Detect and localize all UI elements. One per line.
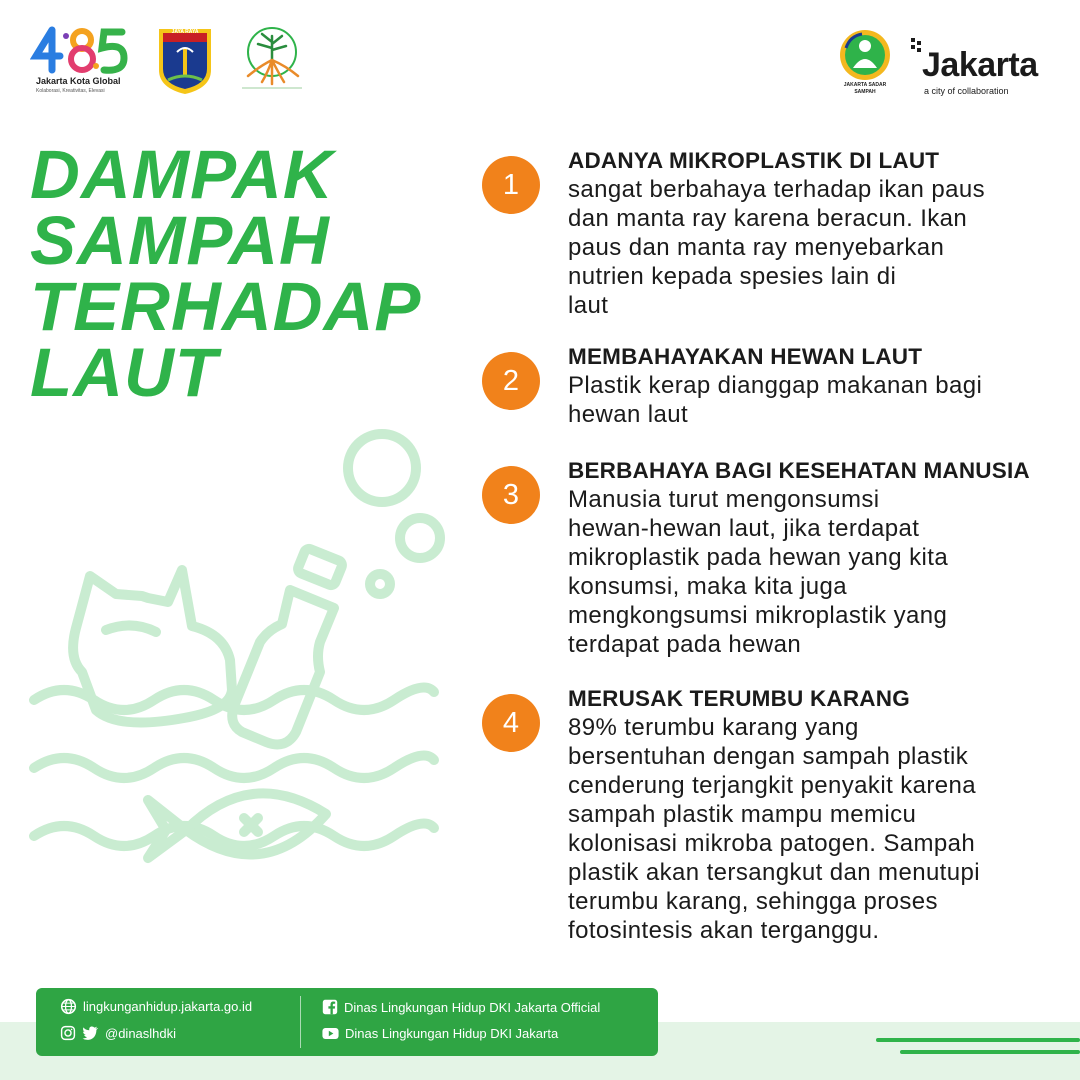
footer-contact-card <box>36 988 658 1056</box>
youtube-icon <box>322 1027 339 1040</box>
impact-text-line: kolonisasi mikroba patogen. Sampah <box>568 830 976 857</box>
impact-body <box>568 146 1062 320</box>
dki-jakarta-emblem <box>156 26 214 96</box>
impact-title: MERUSAK TERUMBU KARANG <box>568 686 910 711</box>
impact-description <box>568 371 1062 429</box>
title-line: TERHADAP <box>30 268 422 345</box>
footer-website[interactable] <box>60 998 252 1015</box>
footer-right-column <box>322 988 652 1056</box>
header-logos-left <box>30 22 320 102</box>
impact-title: BERBAHAYA BAGI KESEHATAN MANUSIA <box>568 458 1030 483</box>
impact-text-line: terumbu karang, sehingga proses <box>568 888 938 915</box>
impact-text-line: Manusia turut mengonsumsi <box>568 486 880 513</box>
impact-description <box>568 713 1062 945</box>
sadar-sampah-label: JAKARTA SADAR SAMPAH <box>843 82 887 95</box>
footer-left-column <box>60 988 300 1056</box>
title-line: DAMPAK <box>30 136 334 213</box>
impact-text-line: laut <box>568 292 609 319</box>
impact-text-line: paus dan manta ray menyebarkan <box>568 234 945 261</box>
decorative-line <box>900 1050 1080 1054</box>
jakarta-wordmark: Jakarta <box>922 46 1038 84</box>
impact-description <box>568 175 1062 320</box>
impact-text-line: Plastik kerap dianggap makanan bagi <box>568 372 983 399</box>
impact-text-line: hewan laut <box>568 401 689 428</box>
footer-youtube[interactable] <box>322 1026 558 1041</box>
impact-text-line: sangat berbahaya terhadap ikan paus <box>568 176 985 203</box>
tree-roots-icon <box>236 26 308 92</box>
title-line: LAUT <box>30 334 218 411</box>
decorative-line <box>876 1038 1080 1042</box>
plastic-bottle-icon <box>232 547 343 744</box>
instagram-icon <box>60 1025 76 1041</box>
impact-text-line: dan manta ray karena beracun. Ikan <box>568 205 968 232</box>
impact-title: ADANYA MIKROPLASTIK DI LAUT <box>568 148 940 173</box>
website-link[interactable]: lingkunganhidup.jakarta.go.id <box>83 999 253 1014</box>
impact-body <box>568 342 1062 429</box>
youtube-channel-link[interactable]: Dinas Lingkungan Hidup DKI Jakarta <box>345 1026 559 1041</box>
dinas-lh-logo <box>236 26 308 92</box>
impact-title: MEMBAHAYAKAN HEWAN LAUT <box>568 344 923 369</box>
facebook-icon <box>322 999 338 1015</box>
impact-description <box>568 485 1062 659</box>
jakarta-485-caption: Jakarta Kota Global <box>36 76 121 86</box>
impact-text-line: 89% terumbu karang yang <box>568 714 859 741</box>
impact-text-line: mengkongsumsi mikroplastik yang <box>568 602 948 629</box>
impact-number-badge: 1 <box>482 156 540 214</box>
bubble-icon <box>400 518 440 558</box>
ocean-pollution-illustration <box>20 420 450 880</box>
impact-body <box>568 684 1062 945</box>
jakarta-tagline: a city of collaboration <box>924 86 1009 96</box>
facebook-page-link[interactable]: Dinas Lingkungan Hidup DKI Jakarta Official <box>344 999 601 1015</box>
social-handle-text[interactable]: @dinaslhdki <box>105 1025 177 1041</box>
dki-shield-icon <box>156 26 214 96</box>
impact-text-line: mikroplastik pada hewan yang kita <box>568 544 949 571</box>
jakarta-485-mark <box>30 26 140 76</box>
jakarta-485-logo <box>30 26 140 102</box>
jakarta-city-logo <box>908 36 1058 98</box>
impact-number-badge: 2 <box>482 352 540 410</box>
jakarta-485-tagline: Kolaborasi, Kreativitas, Elevasi <box>36 88 105 94</box>
footer-divider <box>300 996 301 1048</box>
impact-text-line: bersentuhan dengan sampah plastik <box>568 743 969 770</box>
dki-emblem-banner: JAYA RAYA <box>171 29 199 35</box>
twitter-icon <box>82 1025 99 1041</box>
footer-facebook[interactable] <box>322 999 600 1015</box>
impact-text-line: sampah plastik mampu memicu <box>568 801 917 828</box>
title-line: SAMPAH <box>30 202 330 279</box>
bubble-icon <box>348 434 416 502</box>
page-title <box>30 136 422 411</box>
impact-text-line: konsumsi, maka kita juga <box>568 573 848 600</box>
impact-body <box>568 456 1062 659</box>
impact-text-line: terdapat pada hewan <box>568 631 802 658</box>
footer-social-handle[interactable] <box>60 1025 176 1041</box>
impact-text-line: plastik akan tersangkut dan menutupi <box>568 859 980 886</box>
bubble-icon <box>370 574 390 594</box>
impact-text-line: fotosintesis akan terganggu. <box>568 917 880 944</box>
jakarta-sadar-sampah-logo <box>836 28 894 98</box>
impact-text-line: hewan-hewan laut, jika terdapat <box>568 515 920 542</box>
impact-number-badge: 4 <box>482 694 540 752</box>
recycle-figure-icon <box>836 28 894 82</box>
globe-icon <box>60 998 77 1015</box>
impact-text-line: nutrien kepada spesies lain di <box>568 263 897 290</box>
impact-text-line: cenderung terjangkit penyakit karena <box>568 772 976 799</box>
impact-number-badge: 3 <box>482 466 540 524</box>
